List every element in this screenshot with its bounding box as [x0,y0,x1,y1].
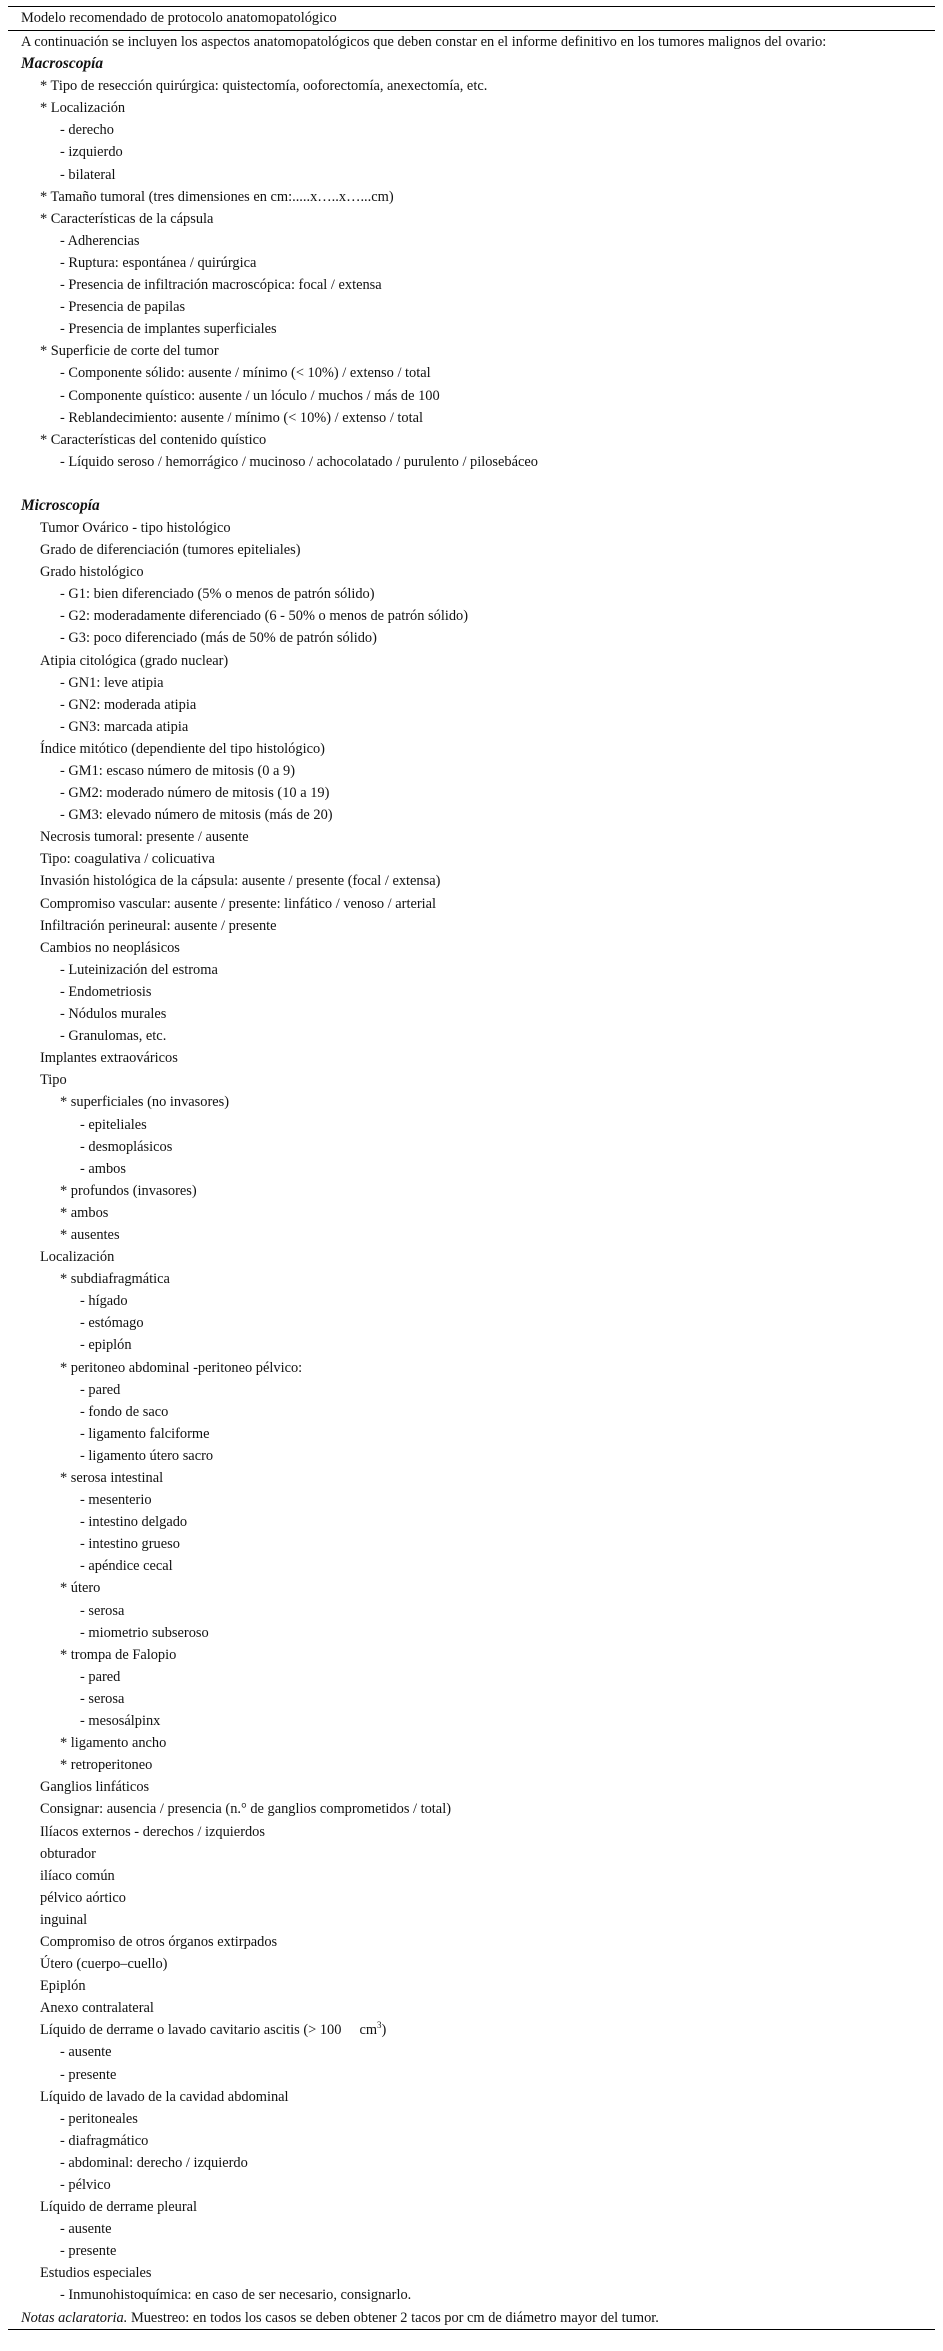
list-item: - GM3: elevado número de mitosis (más de 20) [60,807,333,824]
list-item: - Componente quístico: ausente / un lóculo / muchos / más de 100 [60,387,440,404]
list-item: * subdiafragmática [60,1271,170,1288]
intro-text: A continuación se incluyen los aspectos anatomopatológicos que deben constar en el informe definitivo en los tumores malignos del ovario: [21,34,827,50]
ascitis-line [8,2019,935,2041]
list-item: Ilíacos externos - derechos / izquierdos [40,1823,265,1840]
list-item: Atipia citológica (grado nuclear) [40,652,229,669]
list-item: * Tamaño tumoral (tres dimensiones en cm:.....x…..x…...cm) [40,188,394,205]
list-item: * ligamento ancho [60,1735,167,1752]
table-title: Modelo recomendado de protocolo anatomopatológico [21,10,337,26]
list-item: Cambios no neoplásicos [40,939,180,956]
list-item: - ligamento falciforme [80,1425,210,1442]
list-item: - Reblandecimiento: ausente / mínimo (< 10%) / extenso / total [60,409,423,426]
list-item: - GN3: marcada atipia [60,718,189,735]
list-item: - Endometriosis [60,983,152,1000]
list-item: - estómago [80,1315,144,1332]
list-item: - pared [80,1381,121,1398]
list-item: Compromiso de otros órganos extirpados [40,1933,278,1950]
list-item: - Presencia de papilas [60,299,186,316]
list-item: - GN2: moderada atipia [60,696,197,713]
list-item: - Adherencias [60,232,140,249]
protocol-table [8,6,935,2330]
macro-heading: Macroscopía [21,55,104,73]
list-item: Invasión histológica de la cápsula: ausente / presente (focal / extensa) [40,873,441,890]
list-item: - peritoneales [60,2110,138,2127]
list-item: * Características del contenido quístico [40,431,267,448]
list-item: Consignar: ausencia / presencia (n.° de ganglios comprometidos / total) [40,1801,451,1818]
list-item: Implantes extraováricos [40,1050,178,1067]
list-item: - Presencia de implantes superficiales [60,321,277,338]
list-item: * Tipo de resección quirúrgica: quistectomía, ooforectomía, anexectomía, etc. [40,78,488,95]
list-item: - Nódulos murales [60,1006,167,1023]
list-item: Tipo: coagulativa / colicuativa [40,851,215,868]
list-item: - derecho [60,122,114,139]
list-item: - izquierdo [60,144,123,161]
list-item: * Superficie de corte del tumor [40,343,219,360]
list-item: - abdominal: derecho / izquierdo [60,2154,248,2171]
ascitis-label: Líquido de derrame o lavado cavitario ascitis (> 100 [40,2022,342,2039]
list-item: - hígado [80,1293,128,1310]
list-item: - Presencia de infiltración macroscópica: focal / extensa [60,277,382,294]
list-item: Grado histológico [40,564,144,581]
macro-section [8,75,935,473]
list-item: - G1: bien diferenciado (5% o menos de patrón sólido) [60,586,375,603]
list-item: - serosa [80,1690,125,1707]
list-item: * profundos (invasores) [60,1182,197,1199]
list-item: - Luteinización del estroma [60,961,218,978]
list-item: * ambos [60,1204,109,1221]
list-item: Líquido de derrame pleural [40,2199,198,2216]
list-item: Localización [40,1249,115,1266]
list-item: Índice mitótico (dependiente del tipo histológico) [40,740,325,757]
micro-section [8,517,935,2307]
list-item: inguinal [40,1911,88,1928]
list-item: ilíaco común [40,1867,115,1884]
list-item: - fondo de saco [80,1403,169,1420]
list-item: - epiteliales [80,1116,147,1133]
list-item: * peritoneo abdominal -peritoneo pélvico: [60,1359,303,1376]
ascitis-unit: cm [359,2022,378,2039]
list-item: - mesosálpinx [80,1713,161,1730]
list-item: - mesenterio [80,1492,152,1509]
list-item: - G2: moderadamente diferenciado (6 - 50% o menos de patrón sólido) [60,608,469,625]
list-item: - Líquido seroso / hemorrágico / mucinoso / achocolatado / purulento / pilosebáceo [60,453,538,470]
list-item: - ligamento útero sacro [80,1447,214,1464]
list-item: - epiplón [80,1337,132,1354]
list-item: - Componente sólido: ausente / mínimo (< 10%) / extenso / total [60,365,431,382]
list-item: Epiplón [40,1978,86,1995]
list-item: Líquido de lavado de la cavidad abdominal [40,2088,289,2105]
list-item: Necrosis tumoral: presente / ausente [40,829,249,846]
section-gap [8,473,935,495]
list-item: * serosa intestinal [60,1470,164,1486]
list-item: - pélvico [60,2177,111,2193]
micro-heading: Microscopía [21,496,100,514]
list-item: pélvico aórtico [40,1889,126,1906]
list-item: * Localización [40,100,126,117]
list-item: - Inmunohistoquímica: en caso de ser necesario, consignarlo. [60,2287,412,2304]
list-item: * útero [60,1580,101,1597]
footnote-label: Notas aclaratoria. [21,2309,128,2326]
list-item: * superficiales (no invasores) [60,1094,230,1111]
list-item: - ausente [60,2044,112,2061]
list-item: - miometrio subseroso [80,1624,209,1641]
list-item: - ambos [80,1160,126,1177]
list-item: - pared [80,1668,121,1685]
list-item: Útero (cuerpo–cuello) [40,1956,168,1973]
list-item: - bilateral [60,166,116,183]
list-item: - presente [60,2066,117,2083]
ascitis-close: ) [381,2022,387,2039]
list-item: * ausentes [60,1226,120,1243]
list-item: - diafragmático [60,2132,149,2149]
footnote-text: Muestreo: en todos los casos se deben obtener 2 tacos por cm de diámetro mayor del tumor. [127,2309,659,2326]
list-item: - GN1: leve atipia [60,674,164,691]
list-item: obturador [40,1845,96,1862]
list-item: Tumor Ovárico - tipo histológico [40,519,231,536]
list-item: Tipo [40,1072,67,1089]
list-item: Infiltración perineural: ausente / presente [40,917,277,934]
list-item: - presente [60,2243,117,2260]
list-item: - desmoplásicos [80,1138,173,1155]
list-item: Compromiso vascular: ausente / presente: linfático / venoso / arterial [40,895,437,912]
footnote [8,2307,935,2329]
list-item: * trompa de Falopio [60,1646,177,1663]
list-item: Estudios especiales [40,2265,152,2282]
list-item: * Características de la cápsula [40,210,214,227]
list-item: - Ruptura: espontánea / quirúrgica [60,254,257,271]
list-item: Anexo contralateral [40,2000,154,2017]
list-item: - Granulomas, etc. [60,1028,167,1045]
list-item: - intestino grueso [80,1536,180,1553]
list-item: - GM1: escaso número de mitosis (0 a 9) [60,763,296,779]
list-item: - apéndice cecal [80,1558,173,1575]
list-item: - intestino delgado [80,1514,188,1531]
list-item: Ganglios linfáticos [40,1779,150,1796]
ascitis-exponent: 3 [377,2020,382,2031]
list-item: * retroperitoneo [60,1757,153,1774]
list-item: - GM2: moderado número de mitosis (10 a 19) [60,785,330,802]
list-item: - ausente [60,2221,112,2238]
list-item: - G3: poco diferenciado (más de 50% de patrón sólido) [60,630,377,647]
list-item: - serosa [80,1602,125,1619]
list-item: Grado de diferenciación (tumores epiteliales) [40,542,301,559]
bottom-rule [8,2329,935,2330]
